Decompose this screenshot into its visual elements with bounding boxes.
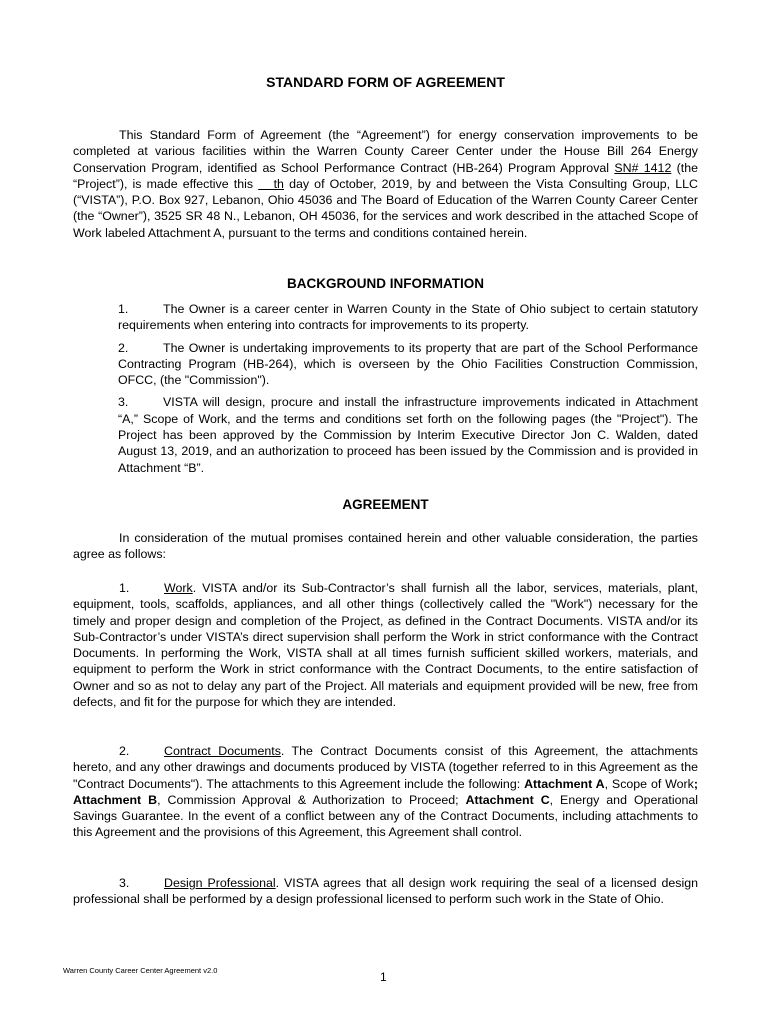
intro-text-2: (the “Project”), is made effective this bbox=[73, 160, 699, 191]
item-number: 2. bbox=[118, 340, 129, 355]
consideration-paragraph: In consideration of the mutual promises contained herein and other valuable consideration, the parties agree as follows: bbox=[73, 531, 698, 562]
background-item bbox=[118, 301, 698, 334]
document-title: STANDARD FORM OF AGREEMENT bbox=[266, 74, 505, 90]
section-title: Design Professional bbox=[164, 876, 276, 890]
section-text: , Scope of Work bbox=[604, 776, 694, 791]
section-text: . VISTA and/or its Sub-Contractor’s shall furnish all the labor, services, materials, plant, equipment, tools, scaffolds, appliances, and all other things (collectively called the "Work") necessary for the timely and proper design and completion of the Project, as defined in the Contract Documents. VISTA and/or its Sub-Contractor’s under VISTA’s direct supervision shall perform the Work in strict conformance with the Contract Documents. In performing the Work, VISTA shall at all times furnish sufficient skilled workers, materials, and equipment to perform the Work in strict conformance with the Contract Documents, to the entire satisfaction of Owner and so as not to delay any part of the Project. All materials and equipment provided will be new, free from defects, and fit for the purpose for which they are intended. bbox=[73, 581, 698, 710]
section-number: 2. bbox=[119, 744, 130, 758]
section-work bbox=[73, 580, 698, 710]
section-text: . The Contract Documents consist of this Agreement, the attachments hereto, and any other drawings and documents produced by VISTA (together referred to in this Agreement as the "Contract Documents"). The attachments to this Agreement include the following: bbox=[73, 744, 698, 791]
intro-text-1: This Standard Form of Agreement (the “Agreement”) for energy conservation improvements to be completed at various facilities within the Warren County Career Center under the House Bill 264 Energy Conservation Program, identified as School Performance Contract (HB-264) Program Approval bbox=[73, 128, 698, 175]
section-design-professional bbox=[73, 875, 698, 908]
attachment-c-label: Attachment C bbox=[465, 792, 550, 807]
section-title: Work bbox=[164, 581, 193, 595]
section-title: Contract Documents bbox=[164, 744, 281, 758]
sn-number: SN# 1412 bbox=[614, 160, 672, 175]
section-text: , Energy and Operational Savings Guarantee. In the event of a conflict between any of the Contract Documents, including attachments to this Agreement and the provisions of this Agreement, this Agreement shall control. bbox=[73, 792, 698, 840]
page-number: 1 bbox=[380, 970, 387, 984]
agreement-heading: AGREEMENT bbox=[342, 497, 429, 512]
item-number: 1. bbox=[118, 302, 129, 316]
footer-document-name: Warren County Career Center Agreement v2.0 bbox=[63, 966, 218, 975]
section-contract-documents bbox=[73, 743, 698, 841]
item-text: The Owner is a career center in Warren County in the State of Ohio subject to certain statutory requirements when entering into contracts for improvements to its property. bbox=[118, 302, 698, 333]
section-text: . VISTA agrees that all design work requiring the seal of a licensed design professional shall be performed by a design professional licensed to perform such work in the State of Ohio. bbox=[73, 876, 698, 907]
item-text: VISTA will design, procure and install the infrastructure improvements indicated in Attachment “A,” Scope of Work, and the terms and conditions set forth on the following pages (the "Project"). The Project has been approved by the Commission by Interim Executive Director Jon C. Walden, dated August 13, 2019, and an authorization to proceed has been issued by the Commission and is provided in Attachment “B”. bbox=[118, 395, 698, 475]
section-text: , Commission Approval & Authorization to Proceed; bbox=[157, 792, 466, 807]
item-number: 3. bbox=[118, 395, 129, 410]
date-blank: th bbox=[258, 176, 284, 191]
section-number: 1. bbox=[119, 581, 130, 595]
intro-text-3: day of October, 2019, by and between the Vista Consulting Group, LLC (“VISTA”), P.O. Box 927, Lebanon, Ohio 45036 and The Board of Education of the Warren County Career Center (the “Owner”), 3525 SR 48 N., Lebanon, OH 45036, for the services and work described in the attached Scope of Work labeled Attachment A, pursuant to the terms and conditions contained herein. bbox=[73, 176, 698, 240]
section-number: 3. bbox=[119, 876, 130, 890]
attachment-b-label: ; Attachment B bbox=[73, 776, 698, 807]
background-item bbox=[118, 394, 698, 475]
item-text: The Owner is undertaking improvements to its property that are part of the School Performance Contracting Program (HB-264), which is overseen by the Ohio Facilities Construction Commission, OFCC, (the "Commission"). bbox=[118, 340, 698, 388]
background-heading: BACKGROUND INFORMATION bbox=[287, 276, 484, 291]
intro-paragraph bbox=[73, 127, 698, 241]
background-item bbox=[118, 340, 698, 389]
background-list bbox=[118, 301, 698, 482]
attachment-a-label: Attachment A bbox=[524, 776, 605, 791]
